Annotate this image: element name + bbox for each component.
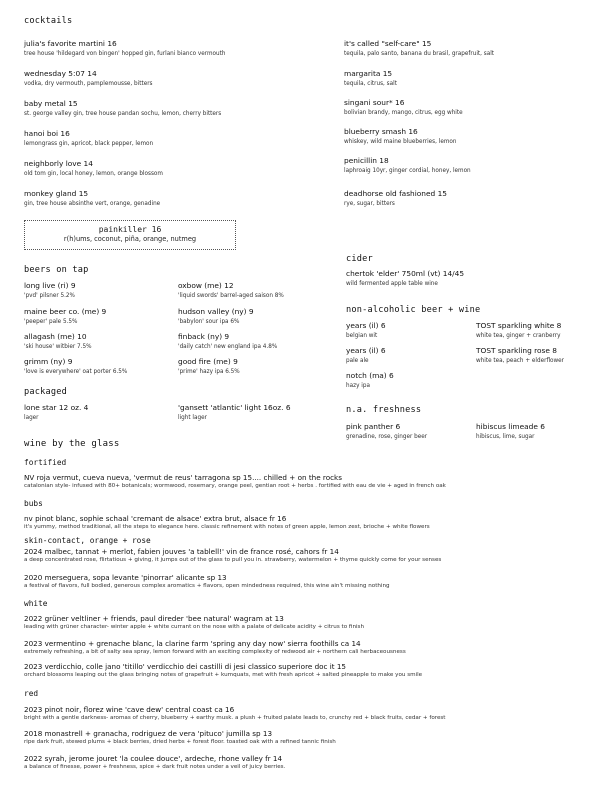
na-item xyxy=(476,347,564,364)
packaged-desc: light lager xyxy=(178,414,207,421)
cocktail-desc: old tom gin, local honey, lemon, orange blossom xyxy=(24,170,163,177)
white-heading: white xyxy=(24,599,48,608)
wine-name: 2024 malbec, tannat + merlot, fabien jouves 'a tablell!' vin de france rosé, cahors fr 14 xyxy=(24,547,339,556)
special-cocktail-desc: r(h)ums, coconut, piña, orange, nutmeg xyxy=(63,235,197,243)
cocktail-name: blueberry smash 16 xyxy=(344,127,418,136)
wine-name: 2023 verdicchio, colle jano 'titillo' verdicchio dei castilli di jesi classico superiore doc it 15 xyxy=(24,662,347,671)
cocktail-desc: tequila, citrus, salt xyxy=(344,80,397,87)
fortified-heading: fortified xyxy=(24,458,67,467)
beer-desc: 'prime' hazy ipa 6.5% xyxy=(178,368,240,375)
na-item xyxy=(346,372,394,389)
wine-item xyxy=(24,615,364,631)
cocktail-desc: tree house 'hildegard von bingen' hopped gin, furlani bianco vermouth xyxy=(24,50,226,57)
bubs-heading: bubs xyxy=(24,499,43,508)
wine-name: 2020 merseguera, sopa levante 'pinorrar' alicante sp 13 xyxy=(24,573,227,582)
cocktail-item xyxy=(24,160,163,177)
cocktail-name: penicillin 18 xyxy=(344,156,389,165)
cocktail-item xyxy=(344,40,494,57)
beer-item xyxy=(178,358,240,375)
packaged-heading: packaged xyxy=(24,387,67,397)
cocktail-name: hanoi boi 16 xyxy=(24,129,70,138)
cider-name: chertok 'elder' 750ml (vt) 14/45 xyxy=(346,269,465,278)
cocktail-desc: laphroaig 10yr, ginger cordial, honey, lemon xyxy=(344,167,471,174)
na-desc: white tea, peach + elderflower xyxy=(476,357,564,364)
na-name: years (il) 6 xyxy=(346,321,386,330)
wine-name: 2022 grüner veltliner + friends, paul direder 'bee natural' wagram at 13 xyxy=(24,614,284,623)
cocktail-item xyxy=(24,190,160,207)
na-desc: white tea, ginger + cranberry xyxy=(476,332,561,339)
wine-item xyxy=(24,663,422,679)
beer-name: long live (ri) 9 xyxy=(24,281,76,290)
na-item xyxy=(346,322,386,339)
cocktail-name: singani sour* 16 xyxy=(344,98,405,107)
cocktail-desc: vodka, dry vermouth, pamplemousse, bitters xyxy=(24,80,153,87)
cocktail-name: deadhorse old fashioned 15 xyxy=(344,189,447,198)
cocktail-name: it's called "self-care" 15 xyxy=(344,39,432,48)
wine-item xyxy=(24,640,406,656)
special-cocktail-box xyxy=(24,220,236,250)
na-desc: pale ale xyxy=(346,357,369,364)
wine-name: 2023 pinot noir, florez wine 'cave dew' central coast ca 16 xyxy=(24,705,235,714)
beer-desc: 'love is everywhere' oat porter 6.5% xyxy=(24,368,128,375)
cocktail-item xyxy=(24,40,225,57)
beer-desc: 'peeper' pale 5.5% xyxy=(24,318,78,325)
wine-desc: ripe dark fruit, stewed plums + black berries, dried herbs + forest floor. toasted oak with a refined tannic finish xyxy=(24,739,336,746)
cocktail-desc: tequila, palo santo, banana du brasil, grapefruit, salt xyxy=(344,50,494,57)
wine-desc: a balance of finesse, power + freshness, spice + dark fruit notes under a veil of juicy berries. xyxy=(24,764,286,771)
cocktail-desc: st. george valley gin, tree house pandan sochu, lemon, cherry bitters xyxy=(24,110,222,117)
beer-desc: 'pvd' pilsner 5.2% xyxy=(24,292,75,299)
wine-desc: a festival of flavors, full bodied, generous complex aromatics + flavors, open mindedness required, this wine ain't missing nothing xyxy=(24,583,390,590)
cocktail-item xyxy=(24,70,153,87)
wine-desc: bright with a gentle darkness- aromas of cherry, blueberry + earthy musk. a plush + fruited palate leads to, crunchy red + black fruits, cedar + forest xyxy=(24,715,446,722)
freshness-desc: grenadine, rose, ginger beer xyxy=(346,433,428,440)
na-freshness-heading: n.a. freshness xyxy=(346,405,422,415)
cocktail-item xyxy=(24,100,221,117)
beer-item xyxy=(24,282,76,299)
beer-name: oxbow (me) 12 xyxy=(178,281,234,290)
cocktail-desc: lemongrass gin, apricot, black pepper, lemon xyxy=(24,140,154,147)
wine-desc: catalonian style- infused with 80+ botanicals; wormwood, rosemary, orange peel, gentian root + herbs . fortified with eau de vie + aged in french oak xyxy=(24,483,446,490)
beers-heading: beers on tap xyxy=(24,265,89,275)
beer-name: grimm (ny) 9 xyxy=(24,357,73,366)
packaged-desc: lager xyxy=(24,414,39,421)
wine-item xyxy=(24,755,285,771)
cider-item xyxy=(346,270,464,287)
freshness-name: hibiscus limeade 6 xyxy=(476,422,545,431)
cocktail-name: julia's favorite martini 16 xyxy=(24,39,117,48)
special-cocktail-name: painkiller 16 xyxy=(98,225,162,234)
cocktail-item xyxy=(344,99,463,116)
na-desc: hazy ipa xyxy=(346,382,370,389)
cocktail-name: neighborly love 14 xyxy=(24,159,93,168)
packaged-item xyxy=(24,404,88,421)
na-item xyxy=(476,322,561,339)
wine-item xyxy=(24,548,441,564)
wine-item xyxy=(24,515,430,531)
cocktail-item xyxy=(344,190,447,207)
skin-contact-heading: skin-contact, orange + rose xyxy=(24,536,151,545)
beer-name: allagash (me) 10 xyxy=(24,332,87,341)
packaged-item xyxy=(178,404,291,421)
cider-heading: cider xyxy=(346,254,373,264)
beer-name: maine beer co. (me) 9 xyxy=(24,307,107,316)
beer-item xyxy=(24,358,127,375)
wine-heading: wine by the glass xyxy=(24,439,120,449)
red-heading: red xyxy=(24,689,39,698)
beer-item xyxy=(178,282,284,299)
wine-desc: leading with grüner character- winter apple + white currant on the nose with a palate of delicate acidity + citrus to finish xyxy=(24,624,365,631)
non-alcoholic-heading: non-alcoholic beer + wine xyxy=(346,305,481,315)
na-desc: belgian wit xyxy=(346,332,378,339)
cocktail-name: baby metal 15 xyxy=(24,99,78,108)
beer-item xyxy=(24,308,106,325)
cider-desc: wild fermented apple table wine xyxy=(346,280,438,287)
cocktail-desc: gin, tree house absinthe vert, orange, genadine xyxy=(24,200,161,207)
beer-desc: 'ski house' witbier 7.5% xyxy=(24,343,92,350)
freshness-name: pink panther 6 xyxy=(346,422,401,431)
na-name: TOST sparkling white 8 xyxy=(476,321,562,330)
cocktail-item xyxy=(344,70,397,87)
cocktail-name: margarita 15 xyxy=(344,69,393,78)
wine-desc: orchard blossoms leaping out the glass bringing notes of grapefruit + kumquats, met with fresh apricot + salted pineapple to make you smile xyxy=(24,672,423,679)
cocktail-item xyxy=(24,130,153,147)
beer-name: good fire (me) 9 xyxy=(178,357,238,366)
beer-desc: 'daily catch' new england ipa 4.8% xyxy=(178,343,278,350)
na-name: TOST sparkling rose 8 xyxy=(476,346,557,355)
cocktail-item xyxy=(344,128,456,145)
beer-name: finback (ny) 9 xyxy=(178,332,230,341)
wine-item xyxy=(24,574,390,590)
cocktails-heading: cocktails xyxy=(24,16,73,26)
na-name: years (il) 6 xyxy=(346,346,386,355)
cocktail-desc: bolivian brandy, mango, citrus, egg white xyxy=(344,109,463,116)
freshness-item xyxy=(346,423,427,440)
cocktail-item xyxy=(344,157,471,174)
beer-desc: 'liquid swords' barrel-aged saison 8% xyxy=(178,292,284,299)
wine-item xyxy=(24,706,446,722)
cocktail-name: monkey gland 15 xyxy=(24,189,89,198)
wine-name: 2022 syrah, jerome jouret 'la coulee douce', ardeche, rhone valley fr 14 xyxy=(24,754,283,763)
beer-item xyxy=(178,308,254,325)
freshness-desc: hibiscus, lime, sugar xyxy=(476,433,535,440)
cocktail-desc: whiskey, wild maine blueberries, lemon xyxy=(344,138,457,145)
wine-name: 2023 vermentino + grenache blanc, la clarine farm 'spring any day now' sierra foothills ca 14 xyxy=(24,639,361,648)
beer-item xyxy=(178,333,277,350)
cocktail-desc: rye, sugar, bitters xyxy=(344,200,395,207)
cocktail-name: wednesday 5:07 14 xyxy=(24,69,97,78)
beer-desc: 'babylon' sour ipa 6% xyxy=(178,318,240,325)
packaged-name: 'gansett 'atlantic' light 16oz. 6 xyxy=(178,403,291,412)
wine-desc: extremely refreshing, a bit of salty sea spray, lemon forward with an exciting complexity of redwood air + northern cali herbaceousness xyxy=(24,649,406,656)
wine-name: 2018 monastrell + granacha, rodriguez de vera 'pituco' jumilla sp 13 xyxy=(24,729,273,738)
wine-desc: a deep concentrated rose, flirtatious + giving, it jumps out of the glass to pull you in. strawberry, watermelon + thyme quickly come for your senses xyxy=(24,557,442,564)
beer-item xyxy=(24,333,91,350)
packaged-name: lone star 12 oz. 4 xyxy=(24,403,89,412)
wine-name: nv pinot blanc, sophie schaal 'cremant de alsace' extra brut, alsace fr 16 xyxy=(24,514,287,523)
wine-desc: it's yummy, method traditional, all the steps to elegance here. classic refinement with notes of green apple, lemon zest, brioche + white flowers xyxy=(24,524,430,531)
na-item xyxy=(346,347,386,364)
wine-item xyxy=(24,474,446,490)
na-name: notch (ma) 6 xyxy=(346,371,394,380)
wine-name: NV roja vermut, cueva nueva, 'vermut de reus' tarragona sp 15.... chilled + on the rocks xyxy=(24,473,342,482)
beer-name: hudson valley (ny) 9 xyxy=(178,307,254,316)
wine-item xyxy=(24,730,336,746)
freshness-item xyxy=(476,423,545,440)
